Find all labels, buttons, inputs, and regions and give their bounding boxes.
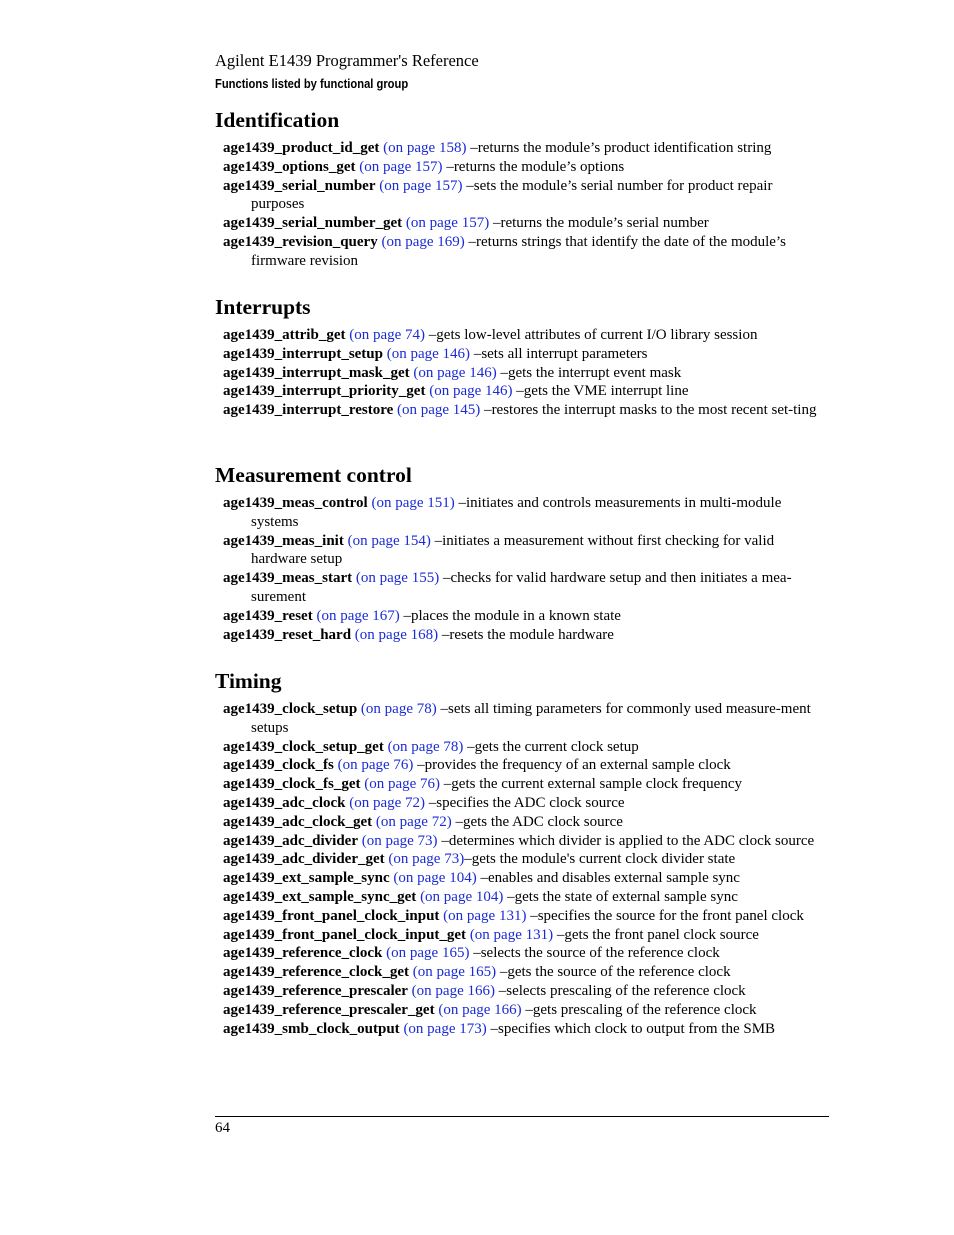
function-name: age1439_reference_prescaler_get <box>223 1001 435 1018</box>
function-name: age1439_clock_fs <box>223 757 334 774</box>
function-name: age1439_product_id_get <box>223 140 380 156</box>
function-entry <box>223 382 820 401</box>
function-name: age1439_reference_clock_get <box>223 964 410 981</box>
function-name: age1439_reference_clock <box>223 945 383 962</box>
function-entry <box>223 982 820 1001</box>
page-reference-link[interactable]: (on page 78) <box>360 701 437 717</box>
function-entry <box>223 944 820 963</box>
function-name: age1439_smb_clock_output <box>223 1020 400 1037</box>
function-name: age1439_options_get <box>223 158 356 175</box>
page-number: 64 <box>215 1120 230 1136</box>
page-reference-link[interactable]: (on page 72) <box>349 794 426 811</box>
function-description: –specifies which clock to output from the SMB <box>486 1020 776 1037</box>
function-entry <box>223 869 820 888</box>
function-description: –places the module in a known state <box>399 607 621 624</box>
page-reference-link[interactable]: (on page 169) <box>381 233 465 250</box>
function-name: age1439_clock_setup_get <box>223 738 384 755</box>
page-reference-link[interactable]: (on page 151) <box>371 495 455 511</box>
function-name: age1439_interrupt_setup <box>223 345 383 362</box>
function-list <box>215 700 820 1038</box>
function-entry <box>223 214 820 233</box>
function-entry <box>223 401 820 420</box>
function-name: age1439_meas_init <box>223 532 344 549</box>
function-entry <box>223 139 820 158</box>
page-reference-link[interactable]: (on page 146) <box>386 345 471 362</box>
function-description: –selects prescaling of the reference clock <box>494 982 746 999</box>
function-description: –checks for valid hardware setup and then initiates a mea-surement <box>251 570 792 605</box>
function-description: –sets the module’s serial number for product repair purposes <box>251 177 773 213</box>
function-entry <box>223 1020 820 1039</box>
function-entry <box>223 907 820 926</box>
function-entry <box>223 832 820 851</box>
function-name: age1439_reset_hard <box>223 626 352 643</box>
page-reference-link[interactable]: (on page 166) <box>411 982 495 999</box>
function-description: –returns strings that identify the date of the module’s firmware revision <box>251 233 786 269</box>
page-reference-link[interactable]: (on page 166) <box>438 1001 522 1018</box>
function-list <box>215 139 820 271</box>
function-description: –gets the current clock setup <box>463 738 639 755</box>
function-entry <box>223 756 820 775</box>
function-name: age1439_reset <box>223 607 313 624</box>
function-description: –returns the module’s serial number <box>489 215 709 232</box>
function-entry <box>223 158 820 177</box>
section-measurement-control <box>215 462 820 644</box>
function-entry <box>223 569 820 607</box>
page-reference-link[interactable]: (on page 157) <box>405 215 490 232</box>
section-identification <box>215 107 820 271</box>
function-name: age1439_front_panel_clock_input_get <box>223 926 467 943</box>
function-entry <box>223 963 820 982</box>
page-reference-link[interactable]: (on page 74) <box>349 327 426 343</box>
function-name: age1439_revision_query <box>223 233 378 250</box>
page-reference-link[interactable]: (on page 157) <box>359 158 443 175</box>
function-name: age1439_interrupt_restore <box>223 402 394 419</box>
footer-divider <box>215 1116 829 1117</box>
function-description: –gets the interrupt event mask <box>496 364 682 381</box>
function-entry <box>223 738 820 757</box>
function-entry <box>223 794 820 813</box>
page-reference-link[interactable]: (on page 158) <box>383 140 467 156</box>
function-entry <box>223 532 820 570</box>
function-description: –sets all interrupt parameters <box>470 345 648 362</box>
function-description: –gets the current external sample clock frequency <box>440 776 742 793</box>
function-description: –specifies the ADC clock source <box>425 794 625 811</box>
page-reference-link[interactable]: (on page 154) <box>347 532 431 549</box>
page-reference-link[interactable]: (on page 76) <box>364 776 441 793</box>
page-reference-link[interactable]: (on page 73) <box>388 851 465 868</box>
function-name: age1439_front_panel_clock_input <box>223 907 440 924</box>
function-description: –returns the module’s options <box>442 158 625 175</box>
page-reference-link[interactable]: (on page 165) <box>412 964 497 981</box>
page-reference-link[interactable]: (on page 146) <box>429 383 513 400</box>
function-description: –specifies the source for the front panel clock <box>526 907 804 924</box>
function-entry <box>223 926 820 945</box>
function-name: age1439_adc_divider_get <box>223 851 385 868</box>
page-reference-link[interactable]: (on page 131) <box>443 907 527 924</box>
function-name: age1439_meas_start <box>223 570 353 587</box>
function-description: –enables and disables external sample sync <box>476 870 740 887</box>
page-reference-link[interactable]: (on page 72) <box>375 813 452 830</box>
page-reference-link[interactable]: (on page 78) <box>387 738 464 755</box>
page-reference-link[interactable]: (on page 157) <box>379 177 463 194</box>
function-name: age1439_serial_number <box>223 177 376 194</box>
function-name: age1439_interrupt_priority_get <box>223 383 426 400</box>
page-reference-link[interactable]: (on page 155) <box>355 570 440 587</box>
function-description: –determines which divider is applied to the ADC clock source <box>437 832 815 849</box>
function-name: age1439_adc_clock_get <box>223 813 373 830</box>
page-reference-link[interactable]: (on page 76) <box>337 757 414 774</box>
function-name: age1439_clock_fs_get <box>223 776 361 793</box>
function-name: age1439_reference_prescaler <box>223 982 408 999</box>
section-heading: Timing <box>215 669 282 693</box>
section-heading: Measurement control <box>215 463 412 487</box>
function-entry <box>223 326 820 345</box>
function-entry <box>223 626 820 645</box>
page-reference-link[interactable]: (on page 131) <box>469 926 554 943</box>
page-reference-link[interactable]: (on page 168) <box>354 626 439 643</box>
page-reference-link[interactable]: (on page 165) <box>386 945 470 962</box>
function-entry <box>223 888 820 907</box>
function-description: –gets the front panel clock source <box>553 926 759 943</box>
function-description: –restores the interrupt masks to the most recent set-ting <box>480 402 817 419</box>
function-entry <box>223 607 820 626</box>
function-name: age1439_adc_divider <box>223 832 358 849</box>
function-name: age1439_ext_sample_sync <box>223 870 390 887</box>
function-name: age1439_attrib_get <box>223 327 346 343</box>
function-entry <box>223 775 820 794</box>
function-description: –gets the module's current clock divider state <box>464 851 736 868</box>
function-name: age1439_ext_sample_sync_get <box>223 888 417 905</box>
function-entry <box>223 345 820 364</box>
function-description: –gets low-level attributes of current I/O library session <box>425 327 758 343</box>
section-heading: Identification <box>215 108 340 132</box>
function-list <box>215 326 820 420</box>
document-title: Agilent E1439 Programmer's Reference <box>215 51 479 70</box>
function-name: age1439_interrupt_mask_get <box>223 364 410 381</box>
function-entry <box>223 233 820 271</box>
function-list <box>215 494 820 644</box>
function-description: –initiates a measurement without first checking for valid hardware setup <box>251 532 775 568</box>
function-entry <box>223 813 820 832</box>
page-reference-link[interactable]: (on page 167) <box>316 607 400 624</box>
function-description: –gets the state of external sample sync <box>503 888 738 905</box>
function-description: –selects the source of the reference clock <box>469 945 720 962</box>
function-description: –resets the module hardware <box>438 626 614 643</box>
function-description: –sets all timing parameters for commonly used measure-ment setups <box>251 701 811 736</box>
function-entry <box>223 850 820 869</box>
section-timing <box>215 668 820 1038</box>
function-entry <box>223 494 820 532</box>
function-description: –returns the module’s product identification string <box>466 140 772 156</box>
function-description: –gets the VME interrupt line <box>512 383 689 400</box>
function-entry <box>223 1001 820 1020</box>
page-reference-link[interactable]: (on page 173) <box>403 1020 487 1037</box>
function-description: –provides the frequency of an external sample clock <box>413 757 731 774</box>
page-reference-link[interactable]: (on page 104) <box>420 888 504 905</box>
page-reference-link[interactable]: (on page 146) <box>413 364 497 381</box>
function-description: –initiates and controls measurements in multi-module systems <box>251 495 782 530</box>
function-entry <box>223 700 820 738</box>
function-description: –gets prescaling of the reference clock <box>521 1001 757 1018</box>
function-description: –gets the source of the reference clock <box>496 964 731 981</box>
section-interrupts <box>215 294 820 420</box>
function-name: age1439_adc_clock <box>223 794 346 811</box>
function-description: –gets the ADC clock source <box>451 813 623 830</box>
section-heading: Interrupts <box>215 295 311 319</box>
page-reference-link[interactable]: (on page 73) <box>361 832 438 849</box>
function-name: age1439_serial_number_get <box>223 215 403 232</box>
page-reference-link[interactable]: (on page 145) <box>397 402 481 419</box>
function-name: age1439_meas_control <box>223 495 368 511</box>
function-entry <box>223 364 820 383</box>
page-reference-link[interactable]: (on page 104) <box>393 870 477 887</box>
function-name: age1439_clock_setup <box>223 701 358 717</box>
document-subtitle: Functions listed by functional group <box>215 76 409 91</box>
function-entry <box>223 177 820 215</box>
